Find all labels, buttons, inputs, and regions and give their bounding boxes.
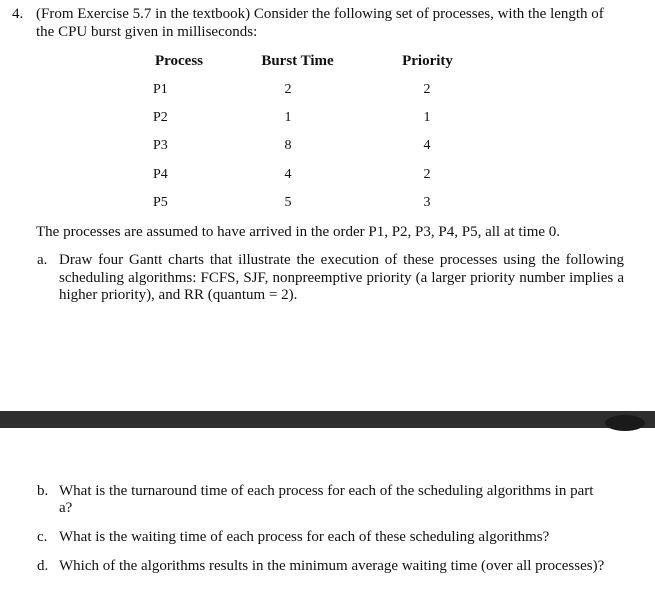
- band-shadow-shape: [605, 415, 645, 431]
- question-number: 4.: [12, 6, 24, 22]
- dark-divider-band: [0, 411, 655, 428]
- cell-burst: 8: [284, 138, 292, 153]
- question-intro-line-1: (From Exercise 5.7 in the textbook) Consider the following set of processes, with the length of: [36, 6, 604, 22]
- part-b-text-line-2: a?: [59, 500, 73, 516]
- arrival-order-statement: The processes are assumed to have arrived in the order P1, P2, P3, P4, P5, all at time 0.: [36, 224, 561, 240]
- part-a-marker: a.: [37, 252, 48, 268]
- cell-priority: 4: [423, 138, 431, 153]
- cell-priority: 2: [423, 82, 431, 97]
- header-burst-time: Burst Time: [261, 53, 334, 69]
- cell-burst: 2: [284, 82, 292, 97]
- cell-process: P1: [153, 82, 168, 97]
- part-a-text: Draw four Gantt charts that illustrate the execution of these processes using the following scheduling algorithms: FCFS, SJF, nonpreemptive priority (a larger priority number implies a higher priority), and RR (quantum = 2).: [59, 252, 624, 303]
- cell-process: P5: [153, 195, 168, 210]
- cell-priority: 1: [423, 110, 431, 125]
- cell-burst: 1: [284, 110, 292, 125]
- part-b-text-line-1: What is the turnaround time of each process for each of the scheduling algorithms in part: [59, 483, 594, 499]
- header-priority: Priority: [402, 53, 453, 69]
- cell-burst: 4: [284, 167, 292, 182]
- cell-process: P4: [153, 167, 168, 182]
- part-d-marker: d.: [37, 558, 49, 574]
- part-c-marker: c.: [37, 529, 48, 545]
- cell-burst: 5: [284, 195, 292, 210]
- part-d-text: Which of the algorithms results in the minimum average waiting time (over all processes)?: [59, 558, 605, 574]
- cell-process: P3: [153, 138, 168, 153]
- part-c-text: What is the waiting time of each process for each of these scheduling algorithms?: [59, 529, 550, 545]
- header-process: Process: [154, 53, 204, 69]
- cell-process: P2: [153, 110, 168, 125]
- question-intro-line-2: the CPU burst given in milliseconds:: [36, 24, 258, 40]
- cell-priority: 2: [423, 167, 431, 182]
- cell-priority: 3: [423, 195, 431, 210]
- part-b-marker: b.: [37, 483, 49, 499]
